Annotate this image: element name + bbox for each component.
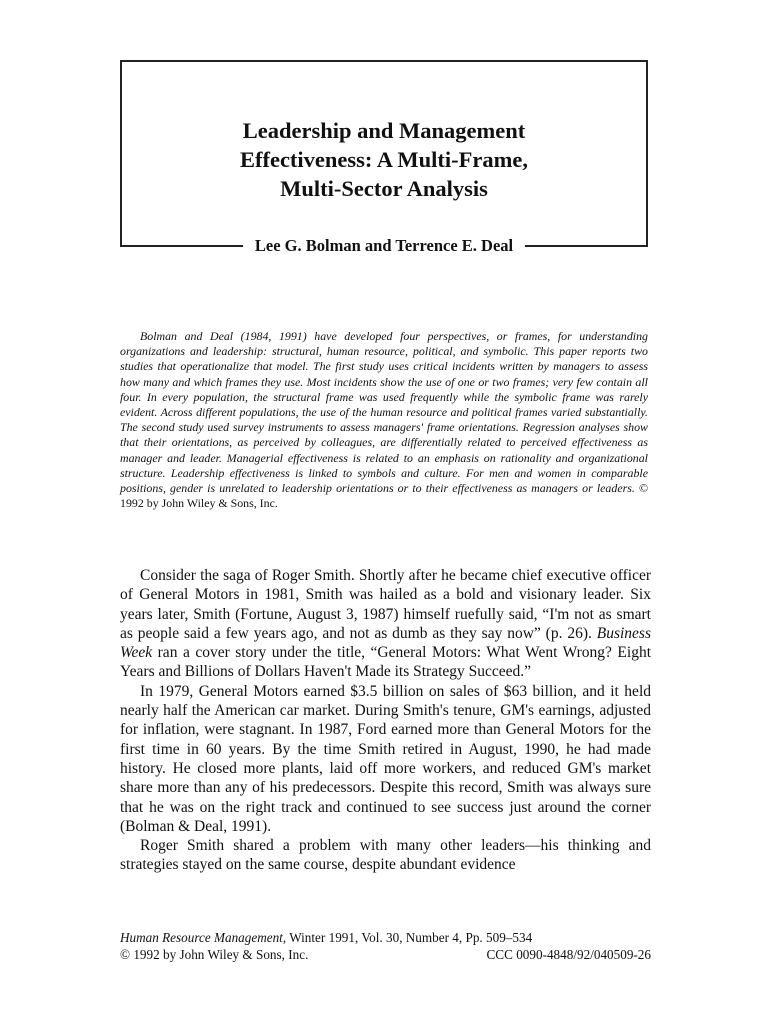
journal-name: Human Resource Management: [120, 930, 283, 945]
title-line: Effectiveness: A Multi-Frame,: [239, 147, 529, 172]
citation-details: , Winter 1991, Vol. 30, Number 4, Pp. 509–534: [282, 930, 533, 945]
paragraph-text: ran a cover story under the title, “General Motors: What Went Wrong? Eight Years and Billions of Dollars Haven't Made its Strategy Succeed.”: [120, 644, 651, 681]
abstract-text: Bolman and Deal (1984, 1991) have developed four perspectives, or frames, for understanding organizations and leadership: structural, human resource, political, and symbolic. This paper reports two studies that operationalize that model. The first study uses critical incidents written by managers to assess how many and which frames they use. Most incidents show the use of one or two frames; very few contain all four. In every population, the structural frame was used frequently while the symbolic frame was rarely evident. Across different populations, the use of the human resource and political frames varied substantially. The second study used survey instruments to assess managers' frame orientations. Regression analyses show that their orientations, as perceived by colleagues, are differentially related to perceived effectiveness as manager and leader. Managerial effectiveness is related to an emphasis on rationality and organizational structure. Leadership effectiveness is linked to symbols and culture. For men and women in comparable positions, gender is unrelated to leadership orientations or to their effectiveness as managers or leaders.: [120, 329, 648, 496]
journal-citation: [120, 930, 651, 947]
left-rule: [120, 245, 243, 247]
footer-copyright-row: [120, 947, 651, 964]
abstract: [120, 329, 648, 511]
title-line: Leadership and Management: [242, 118, 526, 143]
paragraph: In 1979, General Motors earned $3.5 billion on sales of $63 billion, and it held nearly half the American car market. During Smith's tenure, GM's earnings, adjusted for inflation, were stagnant. In 1987, Ford earned more than General Motors for the first time in 60 years. By the time Smith retired in August, 1990, he had made history. He closed more plants, laid off more workers, and reduced GM's market share more than any of his predecessors. Despite this record, Smith was always sure that he was on the right track and continued to see success just around the corner (Bolman & Deal, 1991).: [120, 682, 651, 835]
paragraph: [120, 566, 651, 682]
paragraph-text: Consider the saga of Roger Smith. Shortly after he became chief executive officer of General Motors in 1981, Smith was hailed as a bold and visionary leader. Six years later, Smith (Fortune, August 3, 1987) himself ruefully said, “I'm not as smart as people said a few years ago, and not as dumb as they say now” (p. 26).: [120, 567, 651, 642]
magazine-name: Business Week: [120, 624, 651, 662]
right-rule: [525, 245, 648, 247]
abstract-copyright: © 1992 by John Wiley & Sons, Inc.: [120, 481, 648, 511]
paper-title: [120, 116, 648, 203]
paragraph: Roger Smith shared a problem with many other leaders—his thinking and strategies stayed on the same course, despite abundant evidence: [120, 837, 651, 874]
author-byline: [120, 234, 648, 258]
authors: Lee G. Bolman and Terrence E. Deal: [254, 236, 514, 255]
footer: [120, 930, 651, 963]
ccc-code: CCC 0090-4848/92/040509-26: [486, 946, 651, 962]
footer-copyright: © 1992 by John Wiley & Sons, Inc.: [120, 946, 309, 962]
body-text: [120, 566, 651, 875]
title-line: Multi-Sector Analysis: [280, 176, 488, 201]
